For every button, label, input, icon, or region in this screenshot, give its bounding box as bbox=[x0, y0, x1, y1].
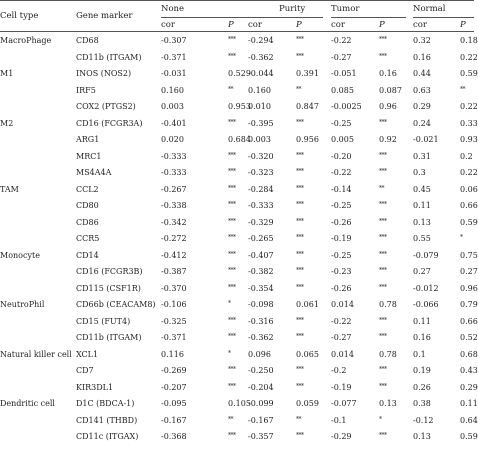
row-cell-type: TAM bbox=[0, 184, 19, 194]
row-gene-marker: D1C (BDCA-1) bbox=[76, 399, 135, 408]
cor-value: -0.401 bbox=[161, 118, 187, 128]
p-value: *** bbox=[379, 36, 387, 43]
tumor-underline bbox=[331, 17, 406, 18]
cor-value: -0.368 bbox=[161, 432, 187, 441]
cor-value: -0.167 bbox=[248, 415, 274, 425]
row-gene-marker: CD68 bbox=[76, 36, 99, 45]
p-value: *** bbox=[296, 432, 304, 439]
p-value: 0.684 bbox=[228, 135, 251, 144]
row-gene-marker: KIR3DL1 bbox=[76, 382, 114, 392]
row-gene-marker: INOS (NOS2) bbox=[76, 69, 132, 78]
p-value: *** bbox=[379, 118, 387, 126]
p-value: *** bbox=[379, 283, 387, 291]
cor-value: -0.031 bbox=[161, 69, 187, 78]
p-value: *** bbox=[228, 184, 236, 192]
cor-value: 0.19 bbox=[413, 366, 431, 375]
row-cell-type: MacroPhage bbox=[0, 36, 52, 45]
row-gene-marker: CD7 bbox=[76, 366, 94, 375]
p-value: 0.18 bbox=[460, 36, 478, 45]
cor-value: 0.003 bbox=[248, 135, 271, 144]
cor-value: 0.11 bbox=[413, 316, 431, 326]
row-gene-marker: CCR5 bbox=[76, 234, 100, 243]
row-gene-marker: CD115 (CSF1R) bbox=[76, 283, 141, 293]
cor-value: 0.16 bbox=[413, 52, 431, 62]
p-value: *** bbox=[379, 168, 387, 175]
cor-value: -0.051 bbox=[331, 69, 357, 78]
cor-value: -0.272 bbox=[161, 234, 187, 243]
sub-p-purity: P bbox=[296, 20, 302, 30]
cor-value: -0.26 bbox=[331, 217, 352, 227]
p-value: *** bbox=[379, 151, 387, 159]
cor-value: -0.207 bbox=[161, 382, 187, 392]
cor-value: -0.098 bbox=[248, 300, 274, 309]
p-value: *** bbox=[228, 201, 236, 208]
cor-value: -0.27 bbox=[331, 52, 352, 62]
cor-value: -0.316 bbox=[248, 316, 274, 326]
cor-value: 0.3 bbox=[413, 168, 426, 177]
row-gene-marker: CD16 (FCGR3B) bbox=[76, 267, 143, 276]
p-value: 0.956 bbox=[296, 135, 319, 144]
row-cell-type: M2 bbox=[0, 118, 14, 128]
cor-value: -0.387 bbox=[161, 267, 187, 276]
p-value: 0.06 bbox=[460, 184, 478, 194]
p-value: 0.953 bbox=[228, 102, 251, 111]
p-value: * bbox=[228, 300, 231, 307]
row-gene-marker: CD16 (FCGR3A) bbox=[76, 118, 143, 128]
p-value: *** bbox=[296, 366, 304, 373]
cor-value: 0.020 bbox=[161, 135, 184, 144]
p-value: *** bbox=[296, 118, 304, 126]
p-value: 0.96 bbox=[379, 102, 397, 111]
p-value: 0.78 bbox=[379, 349, 397, 359]
cor-value: -0.19 bbox=[331, 382, 352, 392]
p-value: *** bbox=[228, 168, 236, 175]
p-value: 0.79 bbox=[460, 300, 478, 309]
sub-cor-normal: cor bbox=[413, 20, 427, 30]
p-value: 0.78 bbox=[379, 300, 397, 309]
cor-value: -0.167 bbox=[161, 415, 187, 425]
cor-value: 0.24 bbox=[413, 118, 431, 128]
p-value: *** bbox=[379, 333, 387, 340]
cor-value: -0.267 bbox=[161, 184, 187, 194]
row-gene-marker: CCL2 bbox=[76, 184, 99, 194]
p-value: 0.061 bbox=[296, 300, 319, 309]
cor-value: 0.45 bbox=[413, 184, 431, 194]
cor-value: -0.329 bbox=[248, 217, 274, 227]
p-value: 0.087 bbox=[379, 85, 402, 95]
cor-value: 0.085 bbox=[331, 85, 354, 95]
p-value: 0.96 bbox=[460, 283, 478, 293]
cor-value: -0.342 bbox=[161, 217, 187, 227]
cor-value: -0.26 bbox=[331, 283, 352, 293]
row-gene-marker: IRF5 bbox=[76, 85, 96, 95]
cor-value: -0.204 bbox=[248, 382, 274, 392]
row-gene-marker: CD86 bbox=[76, 217, 99, 227]
cor-value: 0.13 bbox=[413, 217, 431, 227]
p-value: 0.64 bbox=[460, 415, 478, 425]
cor-value: 0.014 bbox=[331, 349, 354, 359]
p-value: ** bbox=[460, 85, 465, 93]
p-value: *** bbox=[228, 36, 236, 43]
p-value: *** bbox=[296, 201, 304, 208]
cor-value: -0.095 bbox=[161, 399, 187, 408]
p-value: 0.29 bbox=[460, 382, 478, 392]
p-value: 0.59 bbox=[460, 432, 478, 441]
p-value: *** bbox=[379, 316, 387, 324]
cor-value: -0.265 bbox=[248, 234, 274, 243]
cor-value: -0.25 bbox=[331, 118, 352, 128]
p-value: 0.065 bbox=[296, 349, 319, 359]
p-value: 0.22 bbox=[460, 52, 478, 62]
cor-value: -0.371 bbox=[161, 333, 187, 342]
cor-value: -0.284 bbox=[248, 184, 274, 194]
p-value: 0.059 bbox=[296, 399, 319, 408]
p-value: *** bbox=[296, 234, 304, 241]
cor-value: -0.20 bbox=[331, 151, 352, 161]
p-value: *** bbox=[296, 168, 304, 175]
cor-value: -0.357 bbox=[248, 432, 274, 441]
p-value: *** bbox=[379, 267, 387, 274]
header-group-tumor: Tumor bbox=[331, 4, 360, 14]
p-value: *** bbox=[228, 151, 236, 159]
cor-value: -0.333 bbox=[161, 151, 187, 161]
p-value: *** bbox=[379, 250, 387, 258]
sub-cor-purity: cor bbox=[248, 20, 262, 30]
cor-value: -0.22 bbox=[331, 316, 352, 326]
cor-value: 0.16 bbox=[413, 333, 431, 342]
cor-value: 0.31 bbox=[413, 151, 431, 161]
row-cell-type: Dendritic cell bbox=[0, 399, 55, 408]
sub-cor-tumor: cor bbox=[331, 20, 345, 30]
cor-value: -0.012 bbox=[413, 283, 439, 293]
p-value: *** bbox=[296, 151, 304, 159]
sub-p-none: P bbox=[228, 20, 234, 30]
cor-value: -0.1 bbox=[331, 415, 347, 425]
row-gene-marker: MS4A4A bbox=[76, 168, 112, 177]
p-value: ** bbox=[228, 415, 233, 423]
cor-value: -0.269 bbox=[161, 366, 187, 375]
row-gene-marker: COX2 (PTGS2) bbox=[76, 102, 136, 111]
normal-underline bbox=[413, 17, 474, 18]
cor-value: -0.333 bbox=[248, 201, 274, 210]
cor-value: -0.407 bbox=[248, 250, 274, 260]
header-group-purity: Purity bbox=[279, 4, 306, 14]
purity-underline bbox=[248, 17, 323, 18]
p-value: 0.68 bbox=[460, 349, 478, 359]
p-value: *** bbox=[228, 432, 236, 439]
cor-value: 0.014 bbox=[331, 300, 354, 309]
row-gene-marker: CD14 bbox=[76, 250, 99, 260]
cor-value: -0.22 bbox=[331, 36, 352, 45]
cor-value: -0.25 bbox=[331, 250, 352, 260]
cor-value: -0.23 bbox=[331, 267, 352, 276]
p-value: 0.92 bbox=[379, 135, 397, 144]
p-value: *** bbox=[296, 184, 304, 192]
cor-value: 0.160 bbox=[161, 85, 184, 95]
row-gene-marker: CD80 bbox=[76, 201, 99, 210]
none-underline bbox=[161, 17, 255, 18]
p-value: *** bbox=[228, 333, 236, 340]
cor-value: -0.079 bbox=[413, 250, 439, 260]
p-value: *** bbox=[228, 366, 236, 373]
cor-value: -0.0025 bbox=[331, 102, 362, 111]
row-gene-marker: CD66b (CEACAM8) bbox=[76, 300, 156, 309]
cor-value: 0.010 bbox=[248, 102, 271, 111]
p-value: 0.93 bbox=[460, 135, 478, 144]
sub-p-normal: P bbox=[460, 20, 466, 30]
cor-value: 0.63 bbox=[413, 85, 431, 95]
p-value: * bbox=[379, 415, 382, 423]
cor-value: -0.12 bbox=[413, 415, 434, 425]
cor-value: -0.320 bbox=[248, 151, 274, 161]
row-gene-marker: MRC1 bbox=[76, 151, 102, 161]
p-value: *** bbox=[296, 250, 304, 258]
p-value: *** bbox=[296, 382, 304, 390]
cor-value: -0.412 bbox=[161, 250, 187, 260]
cor-value: -0.19 bbox=[331, 234, 352, 243]
p-value: *** bbox=[296, 267, 304, 274]
p-value: ** bbox=[296, 85, 301, 93]
row-gene-marker: ARG1 bbox=[76, 135, 100, 144]
cor-value: 0.116 bbox=[161, 349, 184, 359]
cor-value: -0.22 bbox=[331, 168, 352, 177]
cor-value: 0.13 bbox=[413, 432, 431, 441]
row-cell-type: NeutroPhil bbox=[0, 300, 45, 309]
p-value: 0.66 bbox=[460, 316, 478, 326]
cor-value: 0.005 bbox=[331, 135, 354, 144]
p-value: 0.847 bbox=[296, 102, 319, 111]
cor-value: 0.003 bbox=[161, 102, 184, 111]
p-value: 0.33 bbox=[460, 118, 478, 128]
row-gene-marker: CD141 (THBD) bbox=[76, 415, 138, 425]
cor-value: -0.325 bbox=[161, 316, 187, 326]
p-value: *** bbox=[228, 382, 236, 390]
row-gene-marker: CD11c (ITGAX) bbox=[76, 432, 139, 441]
cor-value: 0.096 bbox=[248, 349, 271, 359]
p-value: *** bbox=[379, 366, 387, 373]
header-group-none: None bbox=[161, 4, 185, 14]
p-value: ** bbox=[228, 85, 233, 93]
cor-value: -0.021 bbox=[413, 135, 439, 144]
cor-value: 0.160 bbox=[248, 85, 271, 95]
cor-value: 0.44 bbox=[413, 69, 431, 78]
sub-p-tumor: P bbox=[379, 20, 385, 30]
cor-value: 0.55 bbox=[413, 234, 431, 243]
p-value: *** bbox=[296, 333, 304, 340]
cor-value: -0.106 bbox=[161, 300, 187, 309]
header-group-normal: Normal bbox=[413, 4, 446, 14]
p-value: ** bbox=[296, 415, 301, 423]
row-gene-marker: CD11b (ITGAM) bbox=[76, 333, 142, 342]
cor-value: -0.333 bbox=[161, 168, 187, 177]
p-value: 0.66 bbox=[460, 201, 478, 210]
p-value: 0.391 bbox=[296, 69, 319, 78]
row-cell-type: M1 bbox=[0, 69, 14, 78]
cor-value: 0.26 bbox=[413, 382, 431, 392]
cor-value: -0.395 bbox=[248, 118, 274, 128]
cor-value: -0.362 bbox=[248, 333, 274, 342]
row-gene-marker: CD11b (ITGAM) bbox=[76, 52, 142, 62]
p-value: 0.59 bbox=[460, 217, 478, 227]
header-cell-type: Cell type bbox=[0, 11, 39, 21]
cor-value: -0.2 bbox=[331, 366, 347, 375]
row-cell-type: Natural killer cell bbox=[0, 349, 72, 359]
header-gene-marker: Gene marker bbox=[76, 11, 133, 21]
cor-value: -0.27 bbox=[331, 333, 352, 342]
cor-value: -0.250 bbox=[248, 366, 274, 375]
p-value: *** bbox=[296, 52, 304, 60]
cor-value: 0.32 bbox=[413, 36, 431, 45]
p-value: *** bbox=[379, 432, 387, 439]
p-value: * bbox=[460, 234, 463, 241]
p-value: 0.16 bbox=[379, 69, 397, 78]
p-value: 0.22 bbox=[460, 102, 478, 111]
cor-value: -0.370 bbox=[161, 283, 187, 293]
p-value: *** bbox=[228, 52, 236, 60]
p-value: *** bbox=[228, 316, 236, 324]
p-value: 0.59 bbox=[460, 69, 478, 78]
p-value: *** bbox=[228, 234, 236, 241]
p-value: *** bbox=[296, 316, 304, 324]
p-value: *** bbox=[296, 217, 304, 225]
p-value: 0.13 bbox=[379, 399, 397, 408]
p-value: 0.2 bbox=[460, 151, 473, 161]
cor-value: -0.077 bbox=[331, 399, 357, 408]
p-value: *** bbox=[296, 283, 304, 291]
p-value: *** bbox=[228, 118, 236, 126]
p-value: ** bbox=[379, 184, 384, 192]
cor-value: -0.362 bbox=[248, 52, 274, 62]
cor-value: -0.382 bbox=[248, 267, 274, 276]
p-value: * bbox=[228, 349, 231, 357]
sub-cor-none: cor bbox=[161, 20, 175, 30]
p-value: *** bbox=[228, 250, 236, 258]
cor-value: -0.14 bbox=[331, 184, 352, 194]
cor-value: 0.38 bbox=[413, 399, 431, 408]
cor-value: -0.044 bbox=[248, 69, 274, 78]
cor-value: -0.25 bbox=[331, 201, 352, 210]
p-value: *** bbox=[228, 267, 236, 274]
row-gene-marker: XCL1 bbox=[76, 349, 99, 359]
p-value: 0.75 bbox=[460, 250, 478, 260]
cor-value: 0.29 bbox=[413, 102, 431, 111]
p-value: 0.22 bbox=[460, 168, 478, 177]
cor-value: -0.323 bbox=[248, 168, 274, 177]
p-value: *** bbox=[228, 283, 236, 291]
cor-value: -0.371 bbox=[161, 52, 187, 62]
p-value: 0.11 bbox=[460, 399, 478, 408]
cor-value: 0.11 bbox=[413, 201, 431, 210]
p-value: 0.52 bbox=[460, 333, 478, 342]
header-rule bbox=[0, 31, 474, 32]
p-value: *** bbox=[379, 52, 387, 60]
cor-value: -0.099 bbox=[248, 399, 274, 408]
cor-value: -0.294 bbox=[248, 36, 274, 45]
p-value: *** bbox=[379, 217, 387, 225]
p-value: *** bbox=[379, 382, 387, 390]
cor-value: -0.307 bbox=[161, 36, 187, 45]
cor-value: 0.1 bbox=[413, 349, 426, 359]
p-value: 0.105 bbox=[228, 399, 251, 408]
cor-value: -0.338 bbox=[161, 201, 187, 210]
p-value: 0.43 bbox=[460, 366, 478, 375]
cor-value: -0.29 bbox=[331, 432, 352, 441]
p-value: 0.27 bbox=[460, 267, 478, 276]
p-value: *** bbox=[379, 201, 387, 208]
p-value: *** bbox=[296, 36, 304, 43]
cor-value: -0.354 bbox=[248, 283, 274, 293]
p-value: 0.529 bbox=[228, 69, 251, 78]
p-value: *** bbox=[228, 217, 236, 225]
p-value: *** bbox=[379, 234, 387, 241]
row-cell-type: Monocyte bbox=[0, 250, 40, 260]
cor-value: 0.27 bbox=[413, 267, 431, 276]
cor-value: -0.066 bbox=[413, 300, 439, 309]
row-gene-marker: CD15 (FUT4) bbox=[76, 316, 131, 326]
top-rule bbox=[0, 0, 474, 1]
